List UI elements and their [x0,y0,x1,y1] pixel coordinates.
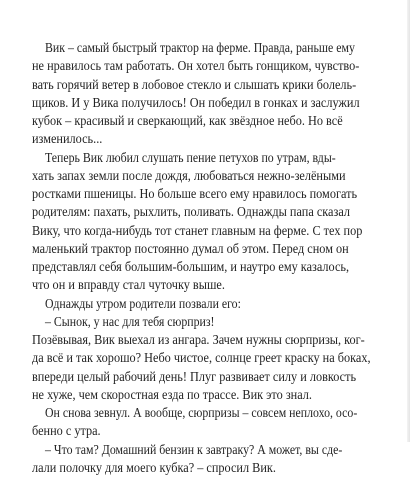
text-line: Однажды утром родители позвали его: [45,295,241,311]
text-line: Позёвывая, Вик выехал из ангара. Зачем нужны сюрпризы, ког- [32,332,365,347]
text-line: Вик – самый быстрый трактор на ферме. Правда, раньше ему [45,40,355,55]
text-line: родителям: пахать, рыхлить, поливать. Однажды папа сказал [32,204,351,220]
text-line: вать горячий ветер в лобовое стекло и слышать крики болель- [32,76,357,92]
text-line: впереди целый рабочий день! Плуг развивает силу и ловкость [32,368,357,384]
text-line: хать запах земли после дождя, любоваться нежно-зелёными [32,167,346,183]
text-line: Он снова зевнул. А вообще, сюрпризы – совсем неплохо, осо- [45,405,358,420]
text-line: не нравилось там работать. Он хотел быть гонщиком, чувство- [32,58,360,74]
text-line: Теперь Вик любил слушать пение петухов по утрам, вды- [45,149,336,165]
text-line: изменилось... [32,131,103,147]
text-line: – Сынок, у нас для тебя сюрприз! [45,313,215,329]
text-line: что он и вправду стал чуточку выше. [32,277,225,293]
text-line: кубок – красивый и сверкающий, как звёздное небо. Но всё [32,113,343,128]
text-line: не хуже, чем скоростная езда по трассе. Вик это знал. [32,386,312,402]
text-line: – Что там? Домашний бензин к завтраку? А может, вы сде- [45,441,343,457]
text-line: Вику, что когда-нибудь тот станет главным на ферме. С тех пор [32,222,363,238]
text-line: лали полочку для моего кубка? – спросил Вик. [32,459,276,475]
text-line: маленький трактор постоянно думал об этом. Перед сном он [32,240,349,256]
text-line: да всё и так хорошо? Небо чистое, солнце греет краску на боках, [32,350,371,366]
text-line: бенно с утра. [32,423,101,439]
text-line: представлял себя большим-большим, и наутро ему казалось, [32,259,350,274]
text-line: щиков. И у Вика получилось! Он победил в гонках и заслужил [32,94,360,110]
story-text [0,39,410,477]
text-line: ростками пшеницы. Но больше всего ему нравилось помогать [32,186,358,201]
